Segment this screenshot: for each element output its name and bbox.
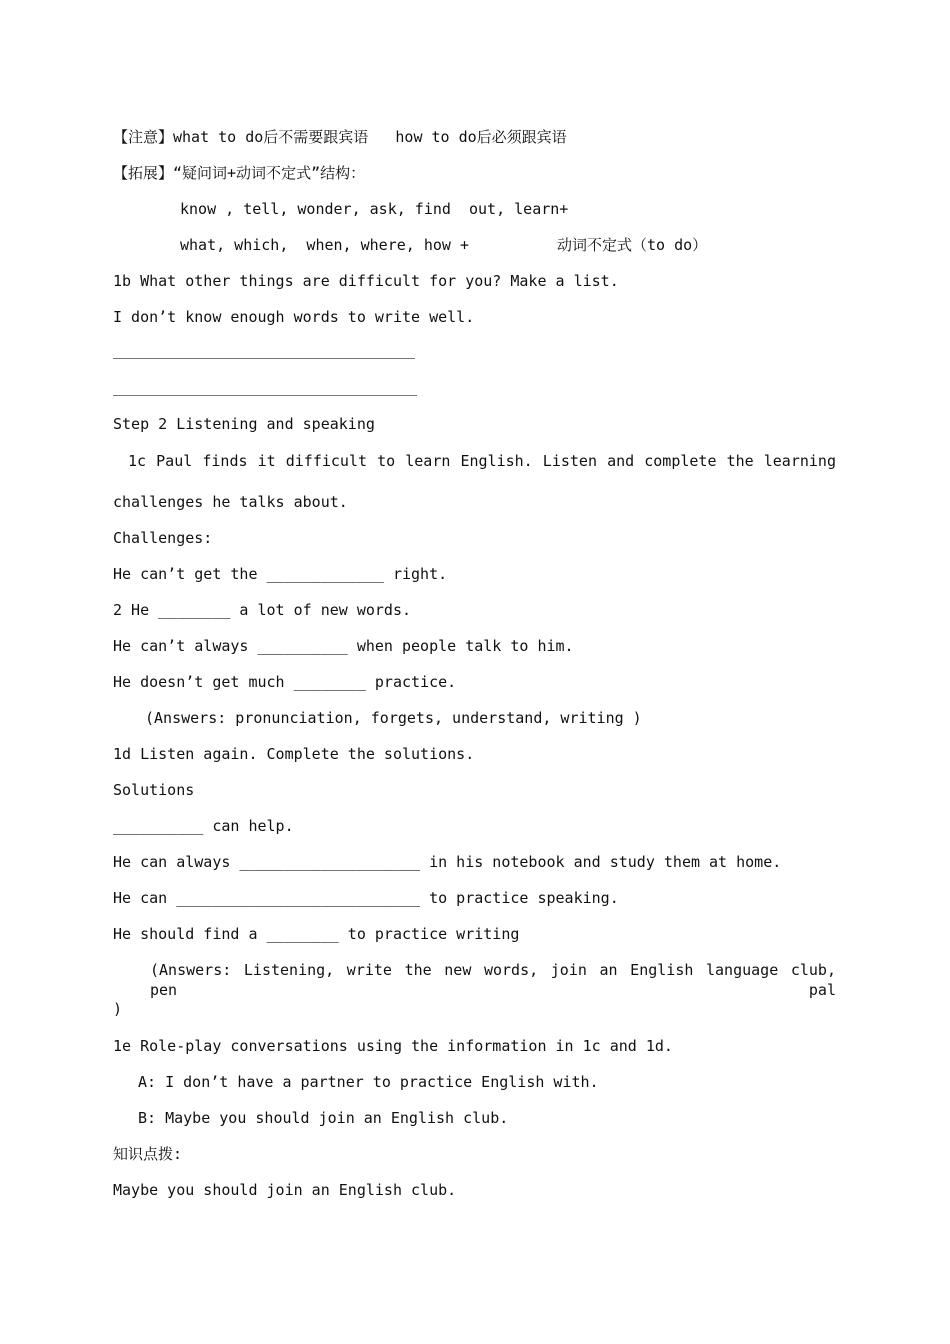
- solution-1: __________ can help.: [113, 817, 294, 835]
- answers-1d-close: ): [113, 1000, 123, 1018]
- section-1d: 1d Listen again. Complete the solutions.: [113, 745, 475, 763]
- section-1b: 1b What other things are difficult for you? Make a list.: [113, 272, 619, 290]
- challenge-3: He can’t always __________ when people talk to him.: [113, 637, 574, 655]
- section-1c-line-2: challenges he talks about.: [113, 493, 348, 511]
- final-sentence: Maybe you should join an English club.: [113, 1181, 457, 1199]
- verbs-line: know , tell, wonder, ask, find out, learn+: [180, 200, 569, 218]
- challenge-2: 2 He ________ a lot of new words.: [113, 601, 412, 619]
- solutions-heading: Solutions: [113, 781, 195, 799]
- step-2-heading: Step 2 Listening and speaking: [113, 415, 375, 433]
- dialog-a: A: I don’t have a partner to practice English with.: [138, 1073, 599, 1091]
- note-line: 【注意】what to do后不需要跟宾语 how to do后必须跟宾语: [113, 128, 567, 146]
- solution-3: He can ___________________________ to practice speaking.: [113, 889, 619, 907]
- answers-1d: (Answers: Listening, write the new words, join an English language club, pen pal: [150, 961, 836, 999]
- dialog-b: B: Maybe you should join an English club.: [138, 1109, 509, 1127]
- challenge-4: He doesn’t get much ________ practice.: [113, 673, 457, 691]
- answer-blank-line-2: [113, 395, 417, 396]
- section-1e: 1e Role-play conversations using the information in 1c and 1d.: [113, 1037, 673, 1055]
- infinitive-label: 动词不定式（to do）: [557, 236, 708, 254]
- knowledge-heading: 知识点拨:: [113, 1145, 183, 1163]
- solution-2: He can always ____________________ in his notebook and study them at home.: [113, 853, 782, 871]
- example-sentence: I don’t know enough words to write well.: [113, 308, 475, 326]
- solution-4: He should find a ________ to practice writing: [113, 925, 520, 943]
- expand-line: 【拓展】“疑问词+动词不定式”结构：: [113, 164, 366, 182]
- answers-1c: (Answers: pronunciation, forgets, understand, writing ): [145, 709, 642, 727]
- challenges-heading: Challenges:: [113, 529, 213, 547]
- section-1c-line-1: 1c Paul finds it difficult to learn English. Listen and complete the learning: [128, 452, 836, 470]
- answer-blank-line-1: [113, 358, 415, 359]
- challenge-1: He can’t get the _____________ right.: [113, 565, 448, 583]
- question-words-line: what, which, when, where, how +: [180, 236, 469, 254]
